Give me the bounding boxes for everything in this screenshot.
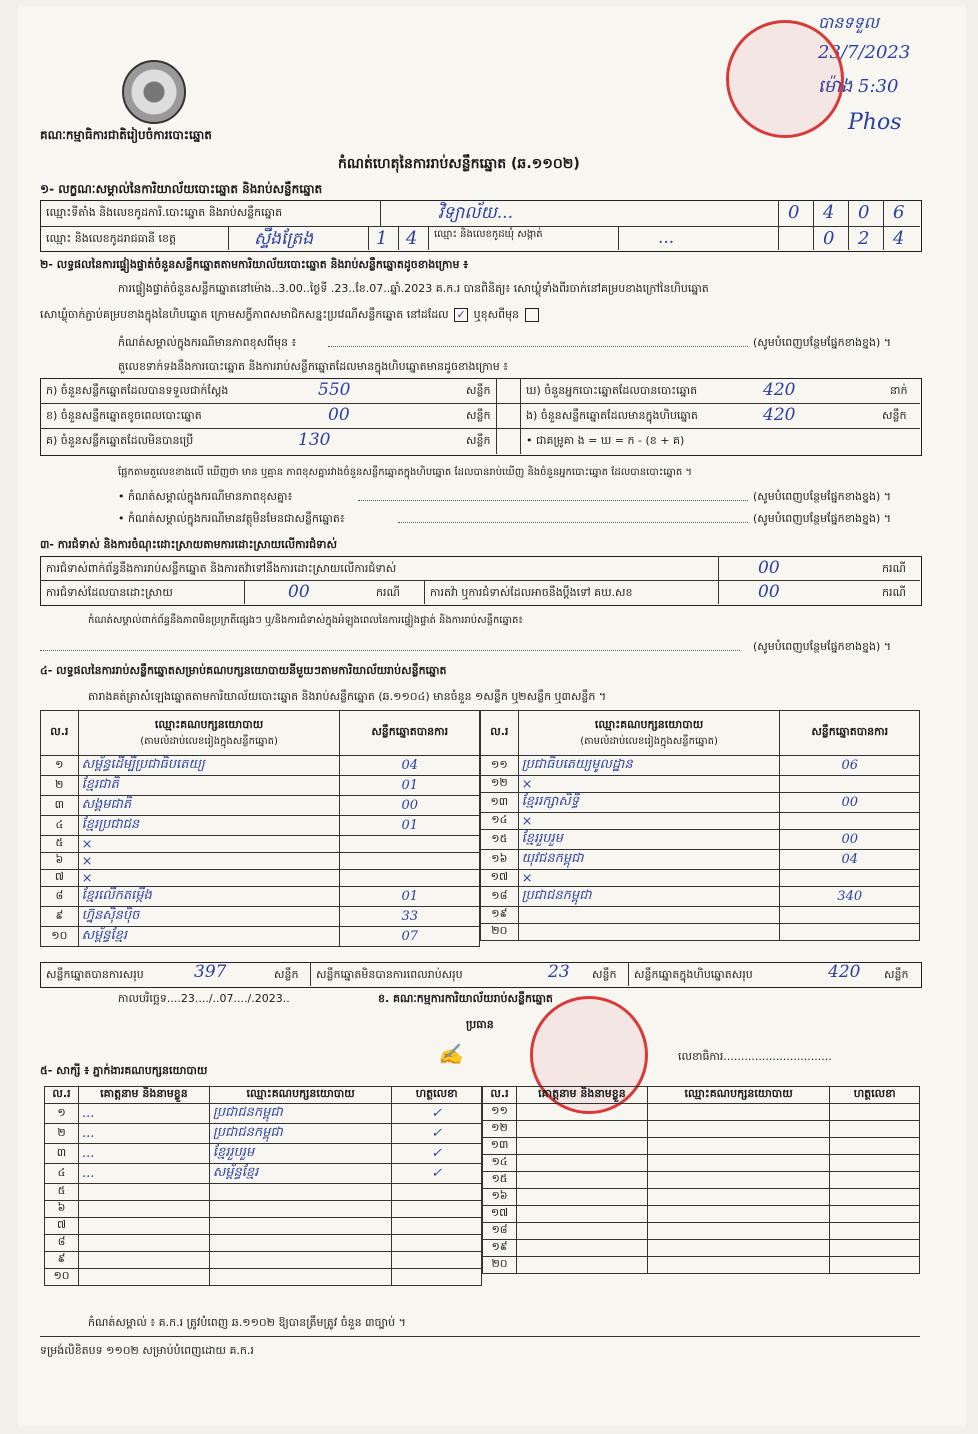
witness-no: ១១ — [483, 1104, 517, 1121]
witness-table-right — [482, 1086, 920, 1274]
voters-value: 420 — [763, 380, 796, 400]
commission-name: គណៈកម្មាធិការជាតិរៀបចំការបោះឆ្នោត — [40, 128, 212, 142]
received-ballots-label: ក) ចំនួនសន្លឹកឆ្នោតដែលបានទទួលជាក់ស្តែង — [46, 384, 229, 397]
seal-changed-label: ឬខុសពីមុន — [473, 308, 520, 321]
seal-note-label: កំណត់សម្គាល់ក្នុងករណីមានភាពខុសពីមុន ៖ — [118, 336, 297, 349]
province-value: ស្ទឹងត្រែង — [254, 229, 314, 249]
result-no: ១១ — [481, 756, 519, 776]
total-box-unit: សន្លឹក — [884, 968, 909, 981]
objections-unit: ករណី — [882, 562, 906, 575]
witness-signature — [392, 1201, 482, 1218]
witness-name: ... — [79, 1164, 210, 1184]
voters-unit: នាក់ — [890, 384, 908, 397]
witness-no: ១៩ — [483, 1240, 517, 1257]
result-party: ខ្មែររក្សាសិទ្ធិ — [518, 793, 780, 813]
location-code-2: 4 — [823, 202, 835, 223]
result-no: ១៨ — [481, 887, 519, 907]
result-party: សម្ព័ន្ធខ្មែរ — [78, 927, 340, 947]
result-no: ៤ — [41, 816, 79, 836]
witness-party — [209, 1218, 391, 1235]
witness-signature — [830, 1104, 920, 1121]
total-box-value: 420 — [828, 962, 861, 982]
witness-signature: ✓ — [392, 1164, 482, 1184]
section4-intro: តារាងគត់ត្រាសំឡេងឆ្នោតតាមការិយាល័យបោះឆ្នោត និងរាប់សន្លឹកឆ្នោត (ឆ.១១០៤) មានចំនួន ១សន្លឹក ឬ២សន្លឹក ឬ៣សន្លឹក ។ — [88, 690, 607, 703]
witness-party — [647, 1121, 829, 1138]
witness-no: ៩ — [45, 1252, 79, 1269]
commune-code-1: 0 — [823, 228, 835, 249]
col-party-sub: (តាមលំដាប់លេខរៀងក្នុងសន្លឹកឆ្នោត) — [140, 735, 278, 747]
witness-signature: ✓ — [392, 1124, 482, 1144]
result-votes — [780, 776, 920, 793]
witness-row — [483, 1121, 920, 1138]
received-ballots-unit: សន្លឹក — [466, 384, 491, 397]
witness-row — [45, 1184, 482, 1201]
result-row — [481, 924, 920, 941]
spoiled-ballots-value: 00 — [328, 405, 350, 425]
province-code-1: 1 — [376, 228, 388, 249]
total-invalid-unit: សន្លឹក — [592, 968, 617, 981]
witness-row — [483, 1257, 920, 1274]
result-party: ហ្វ៊ុនស៊ិនប៉ិច — [78, 907, 340, 927]
witness-row — [483, 1172, 920, 1189]
result-no: ៨ — [41, 887, 79, 907]
result-row — [481, 776, 920, 793]
witness-col-sign: ហត្ថលេខា — [392, 1087, 482, 1104]
verification-time-line: ការផ្ទៀងផ្ទាត់ចំនួនសន្លឹកឆ្នោតនៅម៉ោង..3.00..ថ្ងៃទី .23..ខែ.07..ឆ្នាំ.2023 គ.ក.រ បានពិនិត្យ៖ សោឃ្លុំទាំងពីរចាក់នៅគម្របខាងក្រៅនៃហិបឆ្នោត — [118, 282, 709, 295]
witness-row — [483, 1104, 920, 1121]
chair-label: ប្រធាន — [466, 1018, 494, 1031]
witness-signature — [392, 1269, 482, 1286]
result-votes: 01 — [340, 776, 480, 796]
result-row — [41, 887, 480, 907]
witness-party — [647, 1240, 829, 1257]
witness-party — [209, 1201, 391, 1218]
irregularity-line — [40, 650, 740, 651]
result-votes — [780, 870, 920, 887]
witness-row — [45, 1235, 482, 1252]
irregularity-hint: (សូមបំពេញបន្ថែមផ្នែកខាងខ្នង) ។ — [753, 640, 892, 653]
province-code-2: 4 — [406, 228, 418, 249]
witness-name — [79, 1201, 210, 1218]
date-line: កាលបរិច្ឆេទ....23..../..07..../.2023.. — [118, 992, 290, 1005]
witness-row — [45, 1144, 482, 1164]
section2-title: ២- លទ្ធផលនៃការផ្ទៀងផ្ទាត់ចំនួនសន្លឹកឆ្នោតតាមការិយាល័យបោះឆ្នោត និងរាប់សន្លឹកឆ្នោតដូចខាងក្រោម ៖ — [40, 258, 469, 271]
result-party — [518, 924, 780, 941]
irregularity-note: កំណត់សម្គាល់ពាក់ព័ន្ធនឹងភាពមិនប្រក្រតីផ្សេងៗ ឬ/និងការជំទាស់ក្នុងអំឡុងពេលនៃការផ្ទៀងផ្ទាត់ និងការរាប់សន្លឹកឆ្នោត៖ — [88, 615, 523, 626]
witness-signature — [830, 1121, 920, 1138]
result-no: ២ — [41, 776, 79, 796]
result-no: ១០ — [41, 927, 79, 947]
result-party: ខ្មែរជាតិ — [78, 776, 340, 796]
result-votes: 07 — [340, 927, 480, 947]
resolved-value: 00 — [288, 582, 310, 602]
result-row — [41, 853, 480, 870]
result-no: ៣ — [41, 796, 79, 816]
result-votes: 04 — [340, 756, 480, 776]
result-votes: 01 — [340, 887, 480, 907]
result-row — [481, 850, 920, 870]
result-votes — [340, 836, 480, 853]
result-no: ២០ — [481, 924, 519, 941]
witness-name — [517, 1121, 648, 1138]
result-no: ៥ — [41, 836, 79, 853]
witness-row — [483, 1138, 920, 1155]
result-votes — [780, 813, 920, 830]
result-party: ប្រជាជនកម្ពុជា — [518, 887, 780, 907]
witness-party — [209, 1235, 391, 1252]
results-table-left — [40, 710, 480, 947]
witness-no: ២ — [45, 1124, 79, 1144]
total-valid-value: 397 — [194, 962, 227, 982]
result-row — [41, 756, 480, 776]
result-no: ១ — [41, 756, 79, 776]
province-label: ឈ្មោះ និងលេខកូដរាជធានី ខេត្ត — [46, 232, 176, 245]
result-party: យុវជនកម្ពុជា — [518, 850, 780, 870]
witness-row — [483, 1155, 920, 1172]
witness-row — [45, 1218, 482, 1235]
result-votes: 04 — [780, 850, 920, 870]
witness-signature — [830, 1172, 920, 1189]
result-party: ខ្មែររួបរួម — [518, 830, 780, 850]
suspect-note-line — [398, 522, 748, 523]
seal-changed-checkbox[interactable] — [525, 308, 539, 322]
result-no: ១២ — [481, 776, 519, 793]
figures-intro: តួលេខទាក់ទងនឹងការបោះឆ្នោត និងការរាប់សន្លឹកឆ្នោតដែលមានក្នុងហិបឆ្នោតមានដូចខាងក្រោម ៖ — [118, 360, 509, 373]
witness-signature — [392, 1235, 482, 1252]
diff-note-line — [358, 500, 748, 501]
witness-party: ខ្មែររួបរួម — [209, 1144, 391, 1164]
result-row — [481, 793, 920, 813]
witness-no: ១៣ — [483, 1138, 517, 1155]
col-no-right: ល.រ — [481, 711, 519, 756]
receipt-date: 23/7/2023 — [818, 42, 911, 63]
result-no: ៦ — [41, 853, 79, 870]
witness-signature — [830, 1240, 920, 1257]
result-votes — [340, 853, 480, 870]
chair-signature: ✍ — [438, 1042, 463, 1066]
witness-no: ១៧ — [483, 1206, 517, 1223]
section5-title: ៥- សាក្សី ៖ ភ្នាក់ងារគណបក្សនយោបាយ — [40, 1064, 208, 1077]
witness-signature: ✓ — [392, 1144, 482, 1164]
result-row — [41, 907, 480, 927]
witness-party — [647, 1104, 829, 1121]
unused-ballots-unit: សន្លឹក — [466, 434, 491, 447]
result-row — [41, 927, 480, 947]
witness-name — [517, 1206, 648, 1223]
witness-no: ៤ — [45, 1164, 79, 1184]
witness-signature — [830, 1138, 920, 1155]
result-votes: 340 — [780, 887, 920, 907]
result-row — [481, 907, 920, 924]
col-votes: សន្លឹកឆ្នោតបានការ — [340, 711, 480, 756]
witness-name: ... — [79, 1144, 210, 1164]
col-party-sub-right: (តាមលំដាប់លេខរៀងក្នុងសន្លឹកឆ្នោត) — [580, 735, 718, 747]
objections-value: 00 — [758, 558, 780, 578]
suspect-note-hint: (សូមបំពេញបន្ថែមផ្នែកខាងខ្នង) ។ — [753, 512, 892, 525]
witness-party: សម្ព័ន្ធខ្មែរ — [209, 1164, 391, 1184]
result-votes: 01 — [340, 816, 480, 836]
witness-no: ១៥ — [483, 1172, 517, 1189]
resolved-label: ការជំទាស់ដែលបានដោះស្រាយ — [46, 586, 173, 599]
result-no: ១៩ — [481, 907, 519, 924]
result-party: សម្ព័ន្ធដើម្បីប្រជាធិបតេយ្យ — [78, 756, 340, 776]
totals-row — [40, 962, 922, 988]
witness-no: ៥ — [45, 1184, 79, 1201]
secretary-label: លេខាធិការ............................... — [678, 1050, 832, 1063]
witness-no: ៣ — [45, 1144, 79, 1164]
witness-name — [517, 1257, 648, 1274]
witness-no: ៨ — [45, 1235, 79, 1252]
nec-logo — [122, 60, 186, 124]
result-row — [41, 816, 480, 836]
objections-label: ការជំទាស់ពាក់ព័ន្ធនឹងការរាប់សន្លឹកឆ្នោត និងការតវ៉ាទៅនឹងការដោះស្រាយលើការជំទាស់ — [46, 562, 397, 575]
seal-note-line — [328, 346, 748, 347]
witness-signature — [392, 1252, 482, 1269]
witness-party: ប្រជាជនកម្ពុជា — [209, 1124, 391, 1144]
witness-name — [517, 1172, 648, 1189]
col-party-right — [518, 711, 780, 756]
witness-name — [517, 1104, 648, 1121]
witness-no: ១៦ — [483, 1189, 517, 1206]
commune-code-3: 4 — [893, 228, 905, 249]
result-party: × — [518, 813, 780, 830]
witness-table-left — [44, 1086, 482, 1286]
witness-no: ១ — [45, 1104, 79, 1124]
total-valid-label: សន្លឹកឆ្នោតបានការសរុប — [46, 968, 144, 981]
witness-col-sign-right: ហត្ថលេខា — [830, 1087, 920, 1104]
receipt-signature: Phos — [848, 110, 902, 135]
section3-title: ៣- ការជំទាស់ និងការចំណុះដោះស្រាយតាមការដោះស្រាយលើការជំទាស់ — [40, 538, 337, 551]
result-no: ១៤ — [481, 813, 519, 830]
result-votes: 06 — [780, 756, 920, 776]
witness-col-party: ឈ្មោះគណបក្សនយោបាយ — [209, 1087, 391, 1104]
result-no: ៩ — [41, 907, 79, 927]
receipt-received: បានទទួល — [818, 13, 879, 32]
discrepancy-line: ផ្អែកតាមតួលេខខាងលើ ឃើញថា មាន ឬគ្មាន ភាពខុសគ្នារវាងចំនួនសន្លឹកឆ្នោតក្នុងហិបឆ្នោត ដែលបានរាប់ឃើញ និងចំនួនអ្នកបោះឆ្នោត ដែលបានបោះឆ្នោត ។ — [118, 467, 693, 478]
result-row — [481, 756, 920, 776]
unused-ballots-value: 130 — [298, 430, 331, 450]
witness-party — [647, 1189, 829, 1206]
result-row — [481, 870, 920, 887]
witness-party — [209, 1252, 391, 1269]
result-votes: 00 — [340, 796, 480, 816]
witness-party — [647, 1172, 829, 1189]
witness-col-no-right: ល.រ — [483, 1087, 517, 1104]
ballots-in-box-value: 420 — [763, 405, 796, 425]
witness-party — [209, 1269, 391, 1286]
witness-name — [79, 1218, 210, 1235]
col-no: ល.រ — [41, 711, 79, 756]
witness-row — [45, 1269, 482, 1286]
witness-no: ៧ — [45, 1218, 79, 1235]
witness-col-party-right: ឈ្មោះគណបក្សនយោបាយ — [647, 1087, 829, 1104]
result-no: ១៧ — [481, 870, 519, 887]
result-row — [41, 776, 480, 796]
witness-row — [45, 1252, 482, 1269]
witness-name — [79, 1252, 210, 1269]
col-party — [78, 711, 340, 756]
location-code-4: 6 — [893, 202, 905, 223]
result-votes: 00 — [780, 830, 920, 850]
witness-name — [517, 1223, 648, 1240]
result-party: × — [518, 870, 780, 887]
witness-name — [517, 1189, 648, 1206]
commune-value: ... — [658, 228, 675, 248]
result-party: × — [78, 870, 340, 887]
total-valid-unit: សន្លឹក — [274, 968, 299, 981]
result-votes — [780, 924, 920, 941]
appeal-unit: ករណី — [882, 586, 906, 599]
witness-name — [79, 1269, 210, 1286]
result-party: × — [518, 776, 780, 793]
result-votes: 00 — [780, 793, 920, 813]
resolved-unit: ករណី — [376, 586, 400, 599]
witness-name — [79, 1235, 210, 1252]
witness-no: ១០ — [45, 1269, 79, 1286]
total-invalid-value: 23 — [548, 962, 570, 982]
witness-party — [647, 1257, 829, 1274]
committee-label: ខ. គណៈកម្មការការិយាល័យរាប់សន្លឹកឆ្នោត — [378, 992, 553, 1005]
ballots-in-box-label: ង) ចំនួនសន្លឹកឆ្នោតដែលមានក្នុងហិបឆ្នោត — [526, 409, 698, 422]
result-row — [481, 830, 920, 850]
result-row — [481, 813, 920, 830]
result-row — [481, 887, 920, 907]
location-code-1: 0 — [788, 202, 800, 223]
witness-col-name: គោត្តនាម និងនាមខ្លួន — [79, 1087, 210, 1104]
witness-signature — [830, 1257, 920, 1274]
result-no: ១៦ — [481, 850, 519, 870]
witness-signature: ✓ — [392, 1104, 482, 1124]
witness-col-name-right: គោត្តនាម និងនាមខ្លួន — [517, 1087, 648, 1104]
witness-name — [517, 1155, 648, 1172]
result-no: ៧ — [41, 870, 79, 887]
spoiled-ballots-unit: សន្លឹក — [466, 409, 491, 422]
result-party — [518, 907, 780, 924]
witness-party: ប្រជាជនកម្ពុជា — [209, 1104, 391, 1124]
result-row — [41, 836, 480, 853]
witness-signature — [830, 1189, 920, 1206]
witness-no: ២០ — [483, 1257, 517, 1274]
receipt-time: ម៉ោង 5:30 — [818, 76, 899, 97]
section1-title: ១- លក្ខណៈសម្គាល់នៃការិយាល័យបោះឆ្នោត និងរាប់សន្លឹកឆ្នោត — [40, 182, 323, 196]
witness-row — [45, 1124, 482, 1144]
col-votes-right: សន្លឹកឆ្នោតបានការ — [780, 711, 920, 756]
witness-no: ១៤ — [483, 1155, 517, 1172]
witness-name — [517, 1138, 648, 1155]
seal-line — [40, 308, 541, 322]
witness-row — [483, 1189, 920, 1206]
unused-ballots-label: គ) ចំនួនសន្លឹកឆ្នោតដែលមិនបានប្រើ — [46, 434, 194, 447]
col-party-label: ឈ្មោះគណបក្សនយោបាយ — [154, 717, 264, 731]
result-party: ខ្មែរលើកតម្កើង — [78, 887, 340, 907]
location-code-3: 0 — [858, 202, 870, 223]
witness-col-no: ល.រ — [45, 1087, 79, 1104]
result-party: × — [78, 853, 340, 870]
footnote: កំណត់សម្គាល់ ៖ គ.ក.រ ត្រូវបំពេញ ឆ.១១០២ ឱ្យបានត្រឹមត្រូវ ចំនួន ៣ច្បាប់ ។ — [88, 1316, 406, 1329]
result-row — [41, 796, 480, 816]
witness-no: ១៨ — [483, 1223, 517, 1240]
witness-party — [647, 1138, 829, 1155]
result-votes — [780, 907, 920, 924]
witness-party — [209, 1184, 391, 1201]
witness-row — [483, 1240, 920, 1257]
witness-no: ៦ — [45, 1201, 79, 1218]
appeal-label: ការតវ៉ា ឬការជំទាស់ដែលអាចនឹងប្តឹងទៅ គឃ.សខ — [430, 586, 633, 599]
form-footer: ទម្រង់លិខិតបទ ១១០២ សម្រាប់បំពេញដោយ គ.ក.រ — [40, 1344, 254, 1357]
result-row — [41, 870, 480, 887]
witness-name — [79, 1184, 210, 1201]
witness-name — [517, 1240, 648, 1257]
witness-party — [647, 1223, 829, 1240]
location-label: ឈ្មោះទីតាំង និងលេខកូដការិ.បោះឆ្នោត និងរាប់សន្លឹកឆ្នោត — [46, 206, 283, 219]
diff-note-hint: (សូមបំពេញបន្ថែមផ្នែកខាងខ្នង) ។ — [753, 490, 892, 503]
section4-title: ៤- លទ្ធផលនៃការរាប់សន្លឹកឆ្នោតសម្រាប់គណបក្សនយោបាយនីមួយៗតាមការិយាល័យរាប់សន្លឹកឆ្នោត — [40, 664, 447, 677]
results-table-right — [480, 710, 920, 941]
witness-name: ... — [79, 1104, 210, 1124]
result-votes — [340, 870, 480, 887]
witness-signature — [392, 1218, 482, 1235]
ballots-in-box-unit: សន្លឹក — [882, 409, 907, 422]
formula-note: • ជាគម្រូគា ង = ឃ = ក - (ខ + គ) — [526, 434, 685, 447]
witness-signature — [830, 1155, 920, 1172]
seal-same-checkbox[interactable]: ✓ — [454, 308, 468, 322]
commune-label: ឈ្មោះ និងលេខកូដឃុំ សង្កាត់ — [434, 229, 543, 240]
total-box-label: សន្លឹកឆ្នោតក្នុងហិបឆ្នោតសរុប — [634, 968, 753, 981]
suspect-note: • កំណត់សម្គាល់ក្នុងករណីមានវត្ថុមិនមែនជាសន្លឹកឆ្នោត៖ — [118, 512, 345, 525]
form-title: កំណត់ហេតុនៃការរាប់សន្លឹកឆ្នោត (ឆ.១១០២) — [338, 156, 580, 172]
diff-note: • កំណត់សម្គាល់ក្នុងករណីមានភាពខុសគ្នា៖ — [118, 490, 293, 503]
witness-row — [45, 1164, 482, 1184]
result-party: ប្រជាធិបតេយ្យមូលដ្ឋាន — [518, 756, 780, 776]
witness-row — [45, 1201, 482, 1218]
witness-no: ១២ — [483, 1121, 517, 1138]
result-party: × — [78, 836, 340, 853]
appeal-value: 00 — [758, 582, 780, 602]
result-votes: 33 — [340, 907, 480, 927]
witness-signature — [830, 1223, 920, 1240]
spoiled-ballots-label: ខ) ចំនួនសន្លឹកឆ្នោតខូចពេលបោះឆ្នោត — [46, 409, 202, 422]
witness-row — [483, 1206, 920, 1223]
received-ballots-value: 550 — [318, 380, 351, 400]
result-no: ១៣ — [481, 793, 519, 813]
form-sheet — [18, 6, 966, 1426]
official-stamp-top — [726, 20, 844, 138]
witness-row — [45, 1104, 482, 1124]
witness-name: ... — [79, 1124, 210, 1144]
commune-code-2: 2 — [858, 228, 870, 249]
voters-label: ឃ) ចំនួនអ្នកបោះឆ្នោតដែលបានបោះឆ្នោត — [526, 384, 698, 397]
witness-signature — [830, 1206, 920, 1223]
witness-party — [647, 1155, 829, 1172]
witness-row — [483, 1223, 920, 1240]
seal-note-hint: (សូមបំពេញបន្ថែមផ្នែកខាងខ្នង) ។ — [753, 336, 892, 349]
witness-party — [647, 1206, 829, 1223]
result-party: ខ្មែរប្រជាជន — [78, 816, 340, 836]
witness-signature — [392, 1184, 482, 1201]
total-invalid-label: សន្លឹកឆ្នោតមិនបានការពេលរាប់សរុប — [316, 968, 463, 981]
result-party: សង្គមជាតិ — [78, 796, 340, 816]
col-party-label-right: ឈ្មោះគណបក្សនយោបាយ — [594, 717, 704, 731]
seal-line-text: សោឃ្លុំចាក់ភ្ជាប់គម្របខាងក្នុងនៃហិបឆ្នោត ក្រោមសក្ខីភាពសមាជិកសន្នះប្រវេណីសន្លឹកឆ្នោត នៅដដែល — [40, 308, 449, 321]
location-value: វិទ្យាល័យ... — [438, 203, 513, 223]
result-no: ១៥ — [481, 830, 519, 850]
